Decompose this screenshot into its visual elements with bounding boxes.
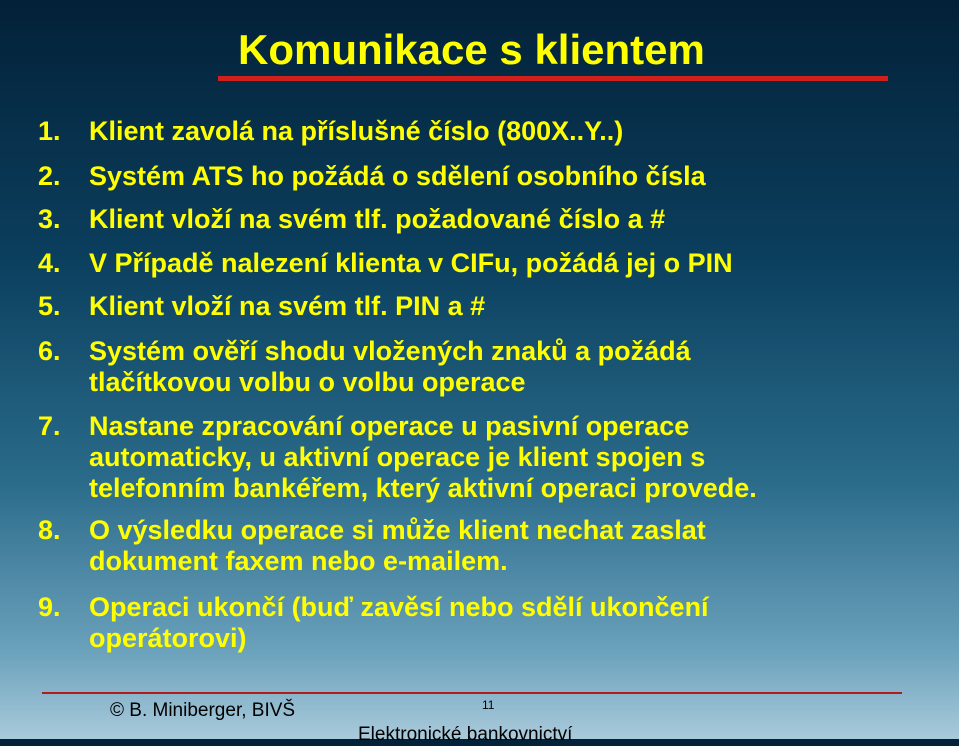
list-item-number: 9.: [38, 592, 61, 622]
footer-divider: [42, 692, 902, 694]
list-item-number: 3.: [38, 204, 61, 234]
list-item-text: Nastane zpracování operace u pasivní operace automaticky, u aktivní operace je klient spojen s telefonním bankéřem, který aktivní operaci provede.: [89, 411, 757, 503]
list-item-number: 7.: [38, 411, 61, 441]
footer-course-name: Elektronické bankovnictví: [358, 724, 573, 745]
list-item-number: 2.: [38, 161, 61, 191]
slide-title: Komunikace s klientem: [238, 26, 705, 73]
list-item-number: 6.: [38, 336, 61, 366]
list-item-text: V Případě nalezení klienta v CIFu, požádá jej o PIN: [89, 248, 733, 278]
list-item-text: Operaci ukončí (buď zavěsí nebo sdělí ukončení operátorovi): [89, 592, 709, 653]
list-item-number: 5.: [38, 291, 61, 321]
list-item-text: O výsledku operace si může klient nechat zaslat dokument faxem nebo e-mailem.: [89, 515, 706, 576]
list-item-text: Klient zavolá na příslušné číslo (800X..Y..): [89, 116, 624, 146]
page-number: 11: [482, 698, 495, 712]
list-item-number: 1.: [38, 116, 61, 146]
list-item-number: 4.: [38, 248, 61, 278]
title-underline: [218, 76, 888, 81]
list-item-text: Klient vloží na svém tlf. PIN a #: [89, 291, 486, 321]
list-item-text: Systém ATS ho požádá o sdělení osobního čísla: [89, 161, 706, 191]
list-item-text: Systém ověří shodu vložených znaků a požádá tlačítkovou volbu o volbu operace: [89, 336, 691, 397]
list-item-number: 8.: [38, 515, 61, 545]
list-item-text: Klient vloží na svém tlf. požadované číslo a #: [89, 204, 666, 234]
footer-copyright: © B. Miniberger, BIVŠ: [110, 700, 296, 721]
